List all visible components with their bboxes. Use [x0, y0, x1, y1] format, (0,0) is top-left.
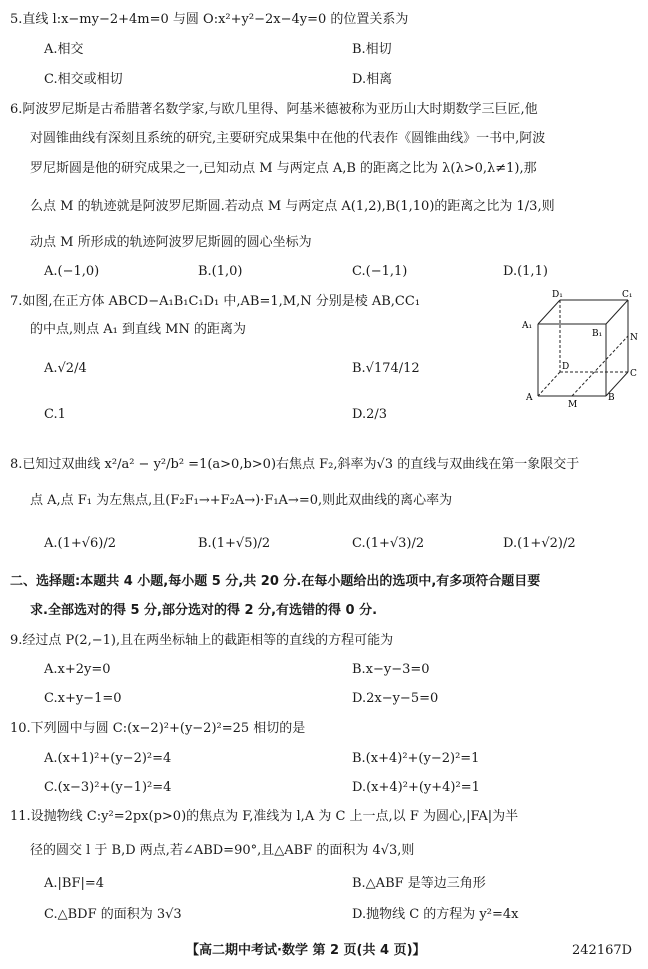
label-b1: B₁: [592, 329, 603, 339]
q6-option-d: D.(1,1): [503, 264, 548, 279]
q5-option-b: B.相切: [352, 42, 392, 57]
label-a1: A₁: [522, 321, 533, 331]
label-b: B: [608, 393, 615, 403]
cube-figure: [518, 288, 640, 410]
q9-option-c: C.x+y−1=0: [44, 691, 122, 706]
q11-option-d: D.抛物线 C 的方程为 y²=4x: [352, 907, 519, 922]
label-c: C: [630, 369, 637, 379]
q7-option-b: B.√174/12: [352, 361, 420, 376]
label-d: D: [562, 362, 570, 372]
segment-mn: [572, 336, 628, 396]
q10-option-b: B.(x+4)²+(y−2)²=1: [352, 751, 480, 766]
q9-option-b: B.x−y−3=0: [352, 662, 430, 677]
label-n: N: [630, 333, 638, 343]
q8-line-1: 8.已知过双曲线 x²/a² − y²/b² =1(a>0,b>0)右焦点 F₂,斜率为√3 的直线与双曲线在第一象限交于: [10, 457, 580, 472]
q11-line-2: 径的圆交 l 于 B,D 两点,若∠ABD=90°,且△ABF 的面积为 4√3,则: [30, 843, 415, 858]
q7-line-2: 的中点,则点 A₁ 到直线 MN 的距离为: [30, 322, 246, 337]
q5-stem: 5.直线 l:x−my−2+4m=0 与圆 O:x²+y²−2x−4y=0 的位置关系为: [10, 12, 409, 27]
section2-heading-line-2: 求.全部选对的得 5 分,部分选对的得 2 分,有选错的得 0 分.: [30, 603, 378, 618]
q10-stem: 10.下列圆中与圆 C:(x−2)²+(y−2)²=25 相切的是: [10, 721, 306, 736]
section2-heading-line-1: 二、选择题:本题共 4 小题,每小题 5 分,共 20 分.在每小题给出的选项中,有多项符合题目要: [10, 574, 541, 589]
q8-option-d: D.(1+√2)/2: [503, 536, 576, 551]
label-a: A: [526, 393, 533, 403]
q6-line-5: 动点 M 所形成的轨迹阿波罗尼斯圆的圆心坐标为: [30, 235, 312, 250]
q6-option-c: C.(−1,1): [352, 264, 408, 279]
q7-option-a: A.√2/4: [44, 361, 87, 376]
q7-line-1: 7.如图,在正方体 ABCD−A₁B₁C₁D₁ 中,AB=1,M,N 分别是棱 AB,CC₁: [10, 294, 421, 309]
q5-option-d: D.相离: [352, 72, 393, 87]
q11-option-a: A.|BF|=4: [44, 876, 105, 891]
q7-option-d: D.2/3: [352, 407, 388, 422]
q11-option-b: B.△ABF 是等边三角形: [352, 876, 486, 891]
q11-line-1: 11.设抛物线 C:y²=2px(p>0)的焦点为 F,准线为 l,A 为 C 上一点,以 F 为圆心,|FA|为半: [10, 809, 519, 824]
q9-option-a: A.x+2y=0: [44, 662, 111, 677]
q6-option-a: A.(−1,0): [44, 264, 100, 279]
q10-option-a: A.(x+1)²+(y−2)²=4: [44, 751, 172, 766]
q9-option-d: D.2x−y−5=0: [352, 691, 439, 706]
q5-option-a: A.相交: [44, 42, 84, 57]
footer-page-info: 【高二期中考试·数学 第 2 页(共 4 页)】: [186, 943, 426, 958]
q8-option-c: C.(1+√3)/2: [352, 536, 425, 551]
edge-c1b1: [606, 300, 628, 324]
q6-line-4: 么点 M 的轨迹就是阿波罗尼斯圆.若动点 M 与两定点 A(1,2),B(1,10)的距离之比为 1/3,则: [30, 199, 555, 214]
edge-d1a1: [538, 300, 560, 324]
q5-option-c: C.相交或相切: [44, 72, 123, 87]
q10-option-d: D.(x+4)²+(y+4)²=1: [352, 780, 480, 795]
q6-line-1: 6.阿波罗尼斯是古希腊著名数学家,与欧几里得、阿基米德被称为亚历山大时期数学三巨匠,他: [10, 102, 538, 117]
q6-line-2: 对圆锥曲线有深刻且系统的研究,主要研究成果集中在他的代表作《圆锥曲线》一书中,阿波: [30, 131, 546, 146]
footer-code: 242167D: [572, 943, 633, 958]
label-c1: C₁: [622, 290, 633, 300]
label-d1: D₁: [552, 290, 563, 300]
label-m: M: [568, 400, 578, 410]
q6-line-3: 罗尼斯圆是他的研究成果之一,已知动点 M 与两定点 A,B 的距离之比为 λ(λ>0,λ≠1),那: [30, 161, 537, 176]
edge-da-hidden: [538, 372, 560, 396]
q9-stem: 9.经过点 P(2,−1),且在两坐标轴上的截距相等的直线的方程可能为: [10, 633, 394, 648]
q10-option-c: C.(x−3)²+(y−1)²=4: [44, 780, 172, 795]
q8-line-2: 点 A,点 F₁ 为左焦点,且(F₂F₁→+F₂A→)·F₁A→=0,则此双曲线的离心率为: [30, 493, 453, 508]
q8-option-a: A.(1+√6)/2: [44, 536, 117, 551]
q7-option-c: C.1: [44, 407, 66, 422]
q11-option-c: C.△BDF 的面积为 3√3: [44, 907, 182, 922]
q6-option-b: B.(1,0): [198, 264, 243, 279]
q8-option-b: B.(1+√5)/2: [198, 536, 271, 551]
